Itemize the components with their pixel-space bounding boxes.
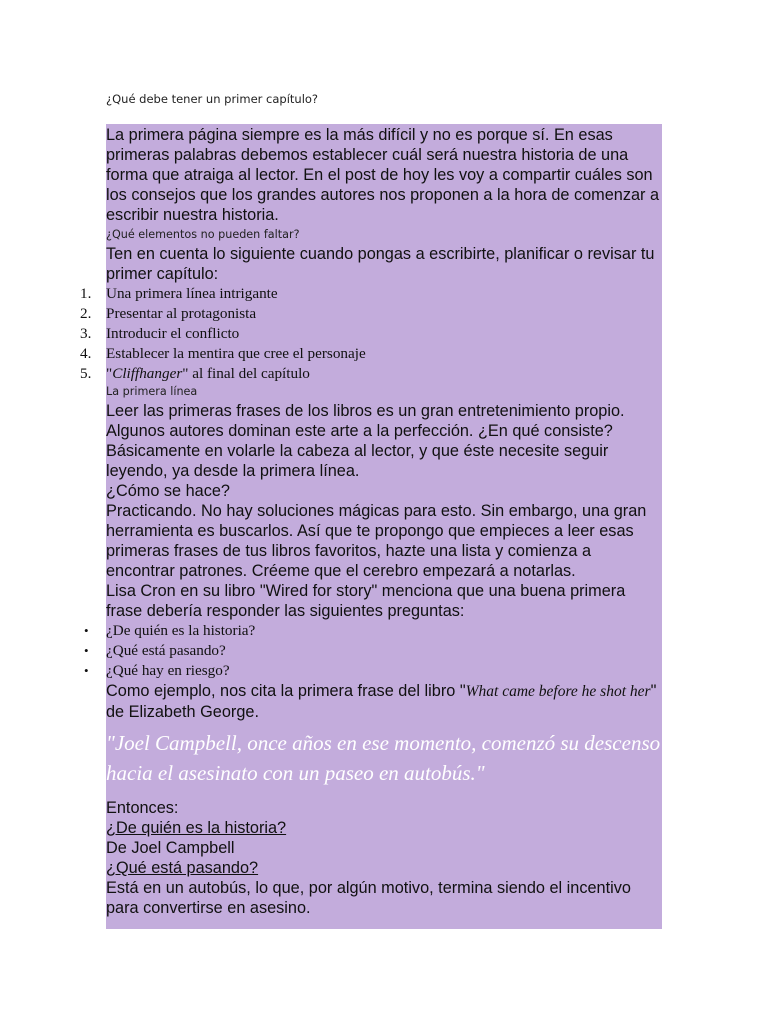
bullet-icon: • <box>84 623 89 638</box>
question-what: ¿Qué está pasando? <box>106 859 259 877</box>
list-item: 2. Presentar al protagonista <box>80 305 257 322</box>
document-body <box>80 125 662 918</box>
elements-intro: Ten en cuenta lo siguiente cuando pongas a escribirte, planificar o revisar tu primer capítulo: <box>106 245 655 283</box>
questions-list <box>84 621 662 681</box>
example-paragraph: Como ejemplo, nos cita la primera frase del libro "What came before he shot her" de Elizabeth George. <box>106 682 657 721</box>
answer-who: De Joel Campbell <box>106 839 235 857</box>
list-item: • ¿Qué hay en riesgo? <box>84 662 230 679</box>
page-title: ¿Qué debe tener un primer capítulo? <box>106 92 319 106</box>
how-heading: ¿Cómo se hace? <box>106 482 230 500</box>
intro-paragraph: La primera página siempre es la más difícil y no es porque sí. En esas primeras palabras debemos establecer cuál será nuestra historia de una forma que atraiga al lector. En el post de hoy les voy a compartir cuáles son los consejos que los grandes autores nos proponen a la hora de comenzar a escribir nuestra historia. <box>106 126 660 224</box>
quote: "Joel Campbell, once años en ese momento, comenzó su descenso hacia el asesinato con un paseo en autobús." <box>106 731 661 785</box>
answer-what: Está en un autobús, lo que, por algún motivo, termina siendo el incentivo para convertirse en asesino. <box>106 879 631 917</box>
list-item: 1. Una primera línea intrigante <box>80 285 278 302</box>
first-line-paragraph: Leer las primeras frases de los libros es un gran entretenimiento propio. Algunos autores dominan este arte a la perfección. ¿En qué consiste? Básicamente en volarle la cabeza al lector, y que éste necesite seguir leyendo, ya desde la primera línea. <box>106 402 625 480</box>
list-item: 3. Introducir el conflicto <box>80 325 240 342</box>
bullet-icon: • <box>84 663 89 678</box>
elements-list <box>80 284 662 384</box>
list-item: 5. "Cliffhanger" al final del capítulo <box>80 365 310 382</box>
list-item: 4. Establecer la mentira que cree el personaje <box>80 345 366 362</box>
book-title: What came before he shot her <box>465 683 651 700</box>
cron-paragraph: Lisa Cron en su libro "Wired for story" menciona que una buena primera frase debería responder las siguientes preguntas: <box>106 582 626 620</box>
question-who: ¿De quién es la historia? <box>106 819 287 837</box>
subheading-elements: ¿Qué elementos no pueden faltar? <box>106 228 300 241</box>
how-paragraph: Practicando. No hay soluciones mágicas para esto. Sin embargo, una gran herramienta es buscarlos. Así que te propongo que empieces a leer esas primeras frases de tus libros favoritos, hazte una lista y comienza a encontrar patrones. Créeme que el cerebro empezará a notarlas. <box>106 502 647 580</box>
subheading-first-line: La primera línea <box>106 385 198 398</box>
then-label: Entonces: <box>106 799 179 817</box>
list-item: • ¿De quién es la historia? <box>84 622 256 639</box>
bullet-icon: • <box>84 643 89 658</box>
list-item: • ¿Qué está pasando? <box>84 642 226 659</box>
